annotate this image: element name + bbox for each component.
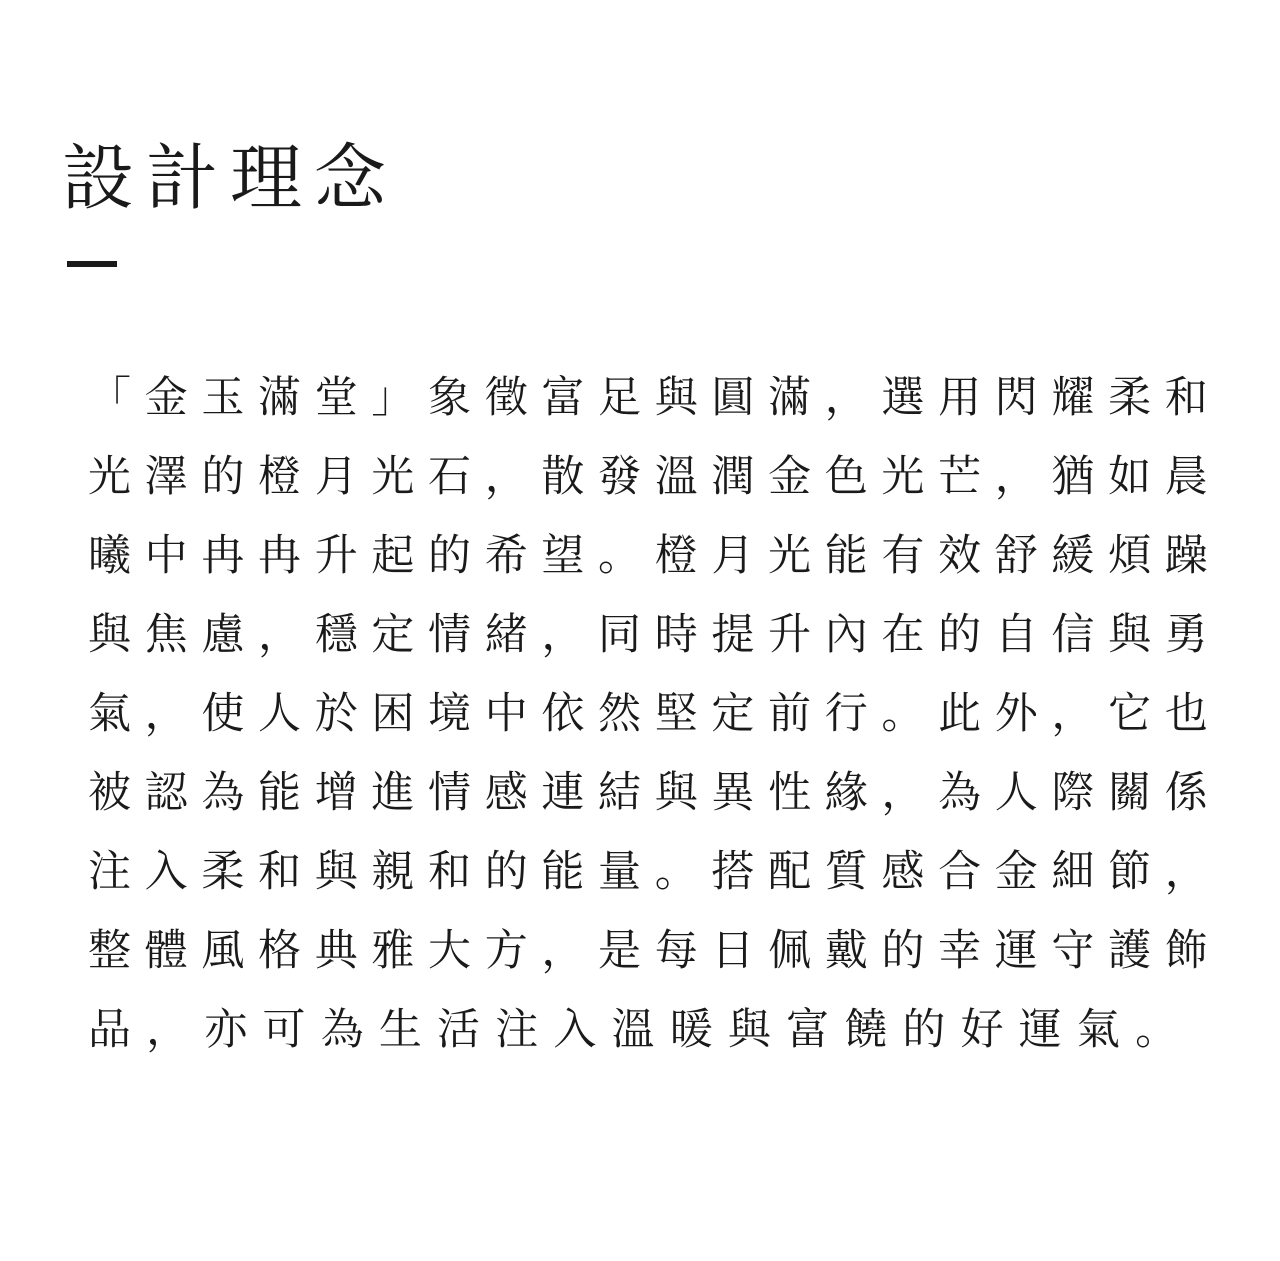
title-underline <box>67 261 117 267</box>
paragraph-line: 注 入 柔 和 與 親 和 的 能 量 。 搭 配 質 感 合 金 細 節 ， <box>88 847 1208 897</box>
page-title: 設計理念 <box>62 136 399 220</box>
paragraph-line: 光 澤 的 橙 月 光 石 ， 散 發 溫 潤 金 色 光 芒 ， 猶 如 晨 <box>88 452 1208 502</box>
paragraph-line: 氣 ， 使 人 於 困 境 中 依 然 堅 定 前 行 。 此 外 ， 它 也 <box>88 689 1208 739</box>
paragraph-line: 品 ， 亦 可 為 生 活 注 入 溫 暖 與 富 饒 的 好 運 氣 。 <box>88 1005 1179 1055</box>
paragraph-line: 「 金 玉 滿 堂 」 象 徵 富 足 與 圓 滿 ， 選 用 閃 耀 柔 和 <box>88 373 1208 423</box>
description-paragraph <box>88 367 1208 1078</box>
paragraph-line: 被 認 為 能 增 進 情 感 連 結 與 異 性 緣 ， 為 人 際 關 係 <box>88 768 1208 818</box>
paragraph-line: 與 焦 慮 ， 穩 定 情 緒 ， 同 時 提 升 內 在 的 自 信 與 勇 <box>88 610 1208 660</box>
paragraph-line: 整 體 風 格 典 雅 大 方 ， 是 每 日 佩 戴 的 幸 運 守 護 飾 <box>88 926 1208 976</box>
paragraph-line: 曦 中 冉 冉 升 起 的 希 望 。 橙 月 光 能 有 效 舒 緩 煩 躁 <box>88 531 1208 581</box>
